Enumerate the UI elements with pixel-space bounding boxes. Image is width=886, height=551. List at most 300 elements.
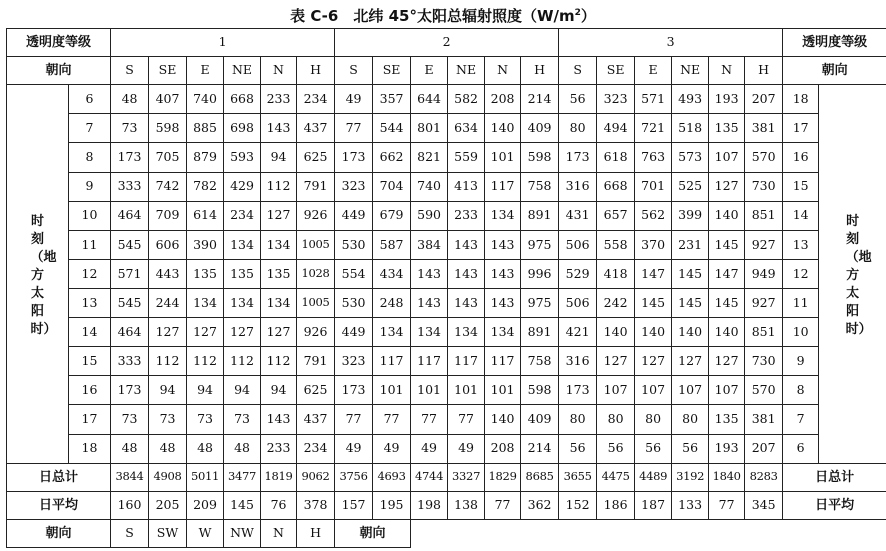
table-row: [7, 259, 886, 288]
title-text: 表 C-6 北纬 45°太阳总辐射照度（W/m: [290, 7, 575, 25]
value-cell: 127: [635, 347, 672, 376]
value-cell: 173: [559, 376, 597, 405]
orientation-header: S: [559, 57, 597, 85]
daily-average-row-cell: 362: [521, 491, 559, 519]
value-cell: 518: [672, 114, 709, 143]
value-cell: 494: [597, 114, 635, 143]
hour-left-cell: 14: [69, 318, 111, 347]
value-cell: 134: [448, 318, 485, 347]
value-cell: 73: [111, 405, 149, 434]
daily-total-row-cell: 8283: [745, 463, 783, 491]
orientation-bottom-row-cell: S: [111, 519, 149, 547]
value-cell: 49: [448, 434, 485, 463]
value-cell: 384: [411, 230, 448, 259]
radiation-table-container: [6, 28, 884, 548]
daily-average-row-cell: 209: [187, 491, 224, 519]
orientation-bottom-row-cell: NW: [224, 519, 261, 547]
value-cell: 570: [745, 376, 783, 405]
daily-total-row-cell: 8685: [521, 463, 559, 491]
value-cell: 80: [559, 114, 597, 143]
hour-right-cell: 16: [783, 143, 819, 172]
value-cell: 571: [635, 85, 672, 114]
value-cell: 143: [485, 259, 521, 288]
daily-total-row-cell: 4489: [635, 463, 672, 491]
orientation-label-left: 朝向: [7, 57, 111, 85]
orientation-header: H: [297, 57, 335, 85]
value-cell: 107: [709, 376, 745, 405]
value-cell: 56: [559, 434, 597, 463]
orientation-header: N: [261, 57, 297, 85]
value-cell: 134: [411, 318, 448, 347]
value-cell: 145: [709, 230, 745, 259]
value-cell: 140: [597, 318, 635, 347]
daily-total-row-cell: 1819: [261, 463, 297, 491]
time-label-left: [7, 85, 69, 463]
value-cell: 94: [149, 376, 187, 405]
orientation-header: E: [411, 57, 448, 85]
value-cell: 48: [149, 434, 187, 463]
value-cell: 891: [521, 318, 559, 347]
value-cell: 107: [672, 376, 709, 405]
daily-average-row-label-left: 日平均: [7, 491, 111, 519]
level-2-header: 2: [335, 29, 559, 57]
value-cell: 145: [672, 259, 709, 288]
value-cell: 77: [448, 405, 485, 434]
value-cell: 56: [635, 434, 672, 463]
value-cell: 56: [597, 434, 635, 463]
value-cell: 94: [261, 143, 297, 172]
time-label-right-text: 时刻（地方太阳时）: [845, 213, 872, 337]
table-row: [7, 201, 886, 230]
hour-left-cell: 18: [69, 434, 111, 463]
value-cell: 668: [597, 172, 635, 201]
daily-total-row-label-left: 日总计: [7, 463, 111, 491]
value-cell: 94: [261, 376, 297, 405]
value-cell: 117: [485, 347, 521, 376]
orientation-header: E: [187, 57, 224, 85]
orientation-header: E: [635, 57, 672, 85]
value-cell: 493: [672, 85, 709, 114]
daily-total-row-cell: 9062: [297, 463, 335, 491]
daily-total-row-cell: 3192: [672, 463, 709, 491]
value-cell: 49: [335, 85, 373, 114]
hour-left-cell: 10: [69, 201, 111, 230]
value-cell: 173: [335, 376, 373, 405]
time-label-left-text: 时刻（地方太阳时）: [30, 213, 57, 337]
value-cell: 530: [335, 230, 373, 259]
orientation-header: SE: [149, 57, 187, 85]
value-cell: 644: [411, 85, 448, 114]
value-cell: 625: [297, 143, 335, 172]
value-cell: 598: [521, 143, 559, 172]
value-cell: 449: [335, 201, 373, 230]
value-cell: 464: [111, 318, 149, 347]
table-row: [7, 288, 886, 317]
value-cell: 134: [485, 318, 521, 347]
value-cell: 49: [373, 434, 411, 463]
value-cell: 135: [187, 259, 224, 288]
hour-right-cell: 6: [783, 434, 819, 463]
value-cell: 554: [335, 259, 373, 288]
orientation-header: S: [111, 57, 149, 85]
orientation-header: NE: [448, 57, 485, 85]
value-cell: 698: [224, 114, 261, 143]
value-cell: 233: [261, 434, 297, 463]
value-cell: 73: [224, 405, 261, 434]
daily-average-row-cell: 345: [745, 491, 783, 519]
value-cell: 147: [635, 259, 672, 288]
value-cell: 381: [745, 114, 783, 143]
value-cell: 101: [485, 376, 521, 405]
value-cell: 77: [373, 405, 411, 434]
value-cell: 193: [709, 434, 745, 463]
value-cell: 851: [745, 201, 783, 230]
daily-total-row-cell: 5011: [187, 463, 224, 491]
value-cell: 173: [111, 143, 149, 172]
hour-left-cell: 6: [69, 85, 111, 114]
daily-average-row-cell: 76: [261, 491, 297, 519]
value-cell: 127: [672, 347, 709, 376]
value-cell: 758: [521, 347, 559, 376]
hour-right-cell: 14: [783, 201, 819, 230]
header-row-orientations: [7, 57, 886, 85]
value-cell: 587: [373, 230, 411, 259]
orientation-header: S: [335, 57, 373, 85]
value-cell: 545: [111, 230, 149, 259]
value-cell: 562: [635, 201, 672, 230]
value-cell: 48: [187, 434, 224, 463]
table-row: [7, 434, 886, 463]
level-1-header: 1: [111, 29, 335, 57]
hour-right-cell: 17: [783, 114, 819, 143]
orientation-bottom-row-cell: SW: [149, 519, 187, 547]
daily-total-row-cell: 3477: [224, 463, 261, 491]
daily-average-row-cell: 186: [597, 491, 635, 519]
table-row: [7, 114, 886, 143]
value-cell: 117: [485, 172, 521, 201]
value-cell: 668: [224, 85, 261, 114]
value-cell: 112: [187, 347, 224, 376]
orientation-header: H: [745, 57, 783, 85]
value-cell: 323: [335, 172, 373, 201]
hour-left-cell: 15: [69, 347, 111, 376]
daily-total-row-cell: 4475: [597, 463, 635, 491]
daily-average-row-cell: 378: [297, 491, 335, 519]
value-cell: 49: [335, 434, 373, 463]
value-cell: 657: [597, 201, 635, 230]
orientation-bottom-row-cell: W: [187, 519, 224, 547]
value-cell: 112: [224, 347, 261, 376]
value-cell: 112: [261, 347, 297, 376]
value-cell: 127: [187, 318, 224, 347]
value-cell: 582: [448, 85, 485, 114]
daily-average-row-cell: 152: [559, 491, 597, 519]
daily-total-row: [7, 463, 886, 491]
daily-average-row-cell: 133: [672, 491, 709, 519]
value-cell: 143: [485, 230, 521, 259]
value-cell: 135: [709, 405, 745, 434]
header-row-levels: [7, 29, 886, 57]
value-cell: 679: [373, 201, 411, 230]
value-cell: 94: [224, 376, 261, 405]
value-cell: 242: [597, 288, 635, 317]
hour-left-cell: 11: [69, 230, 111, 259]
value-cell: 421: [559, 318, 597, 347]
value-cell: 127: [261, 201, 297, 230]
value-cell: 323: [597, 85, 635, 114]
value-cell: 742: [149, 172, 187, 201]
value-cell: 127: [709, 172, 745, 201]
value-cell: 173: [559, 143, 597, 172]
value-cell: 173: [335, 143, 373, 172]
value-cell: 558: [597, 230, 635, 259]
value-cell: 173: [111, 376, 149, 405]
value-cell: 135: [224, 259, 261, 288]
orientation-header: NE: [224, 57, 261, 85]
value-cell: 1005: [297, 230, 335, 259]
table-row: [7, 347, 886, 376]
hour-right-cell: 13: [783, 230, 819, 259]
value-cell: 390: [187, 230, 224, 259]
value-cell: 821: [411, 143, 448, 172]
title-superscript: 2: [574, 8, 581, 18]
orientation-header: N: [709, 57, 745, 85]
value-cell: 701: [635, 172, 672, 201]
value-cell: 80: [672, 405, 709, 434]
value-cell: 571: [111, 259, 149, 288]
value-cell: 112: [149, 347, 187, 376]
value-cell: 143: [261, 405, 297, 434]
value-cell: 801: [411, 114, 448, 143]
value-cell: 134: [485, 201, 521, 230]
value-cell: 112: [261, 172, 297, 201]
radiation-table: [6, 28, 886, 548]
value-cell: 140: [709, 318, 745, 347]
value-cell: 782: [187, 172, 224, 201]
value-cell: 625: [297, 376, 335, 405]
value-cell: 107: [709, 143, 745, 172]
value-cell: 506: [559, 230, 597, 259]
value-cell: 598: [521, 376, 559, 405]
value-cell: 525: [672, 172, 709, 201]
time-label-right: [819, 85, 886, 463]
value-cell: 758: [521, 172, 559, 201]
value-cell: 975: [521, 230, 559, 259]
value-cell: 145: [672, 288, 709, 317]
value-cell: 117: [411, 347, 448, 376]
value-cell: 590: [411, 201, 448, 230]
daily-average-row-cell: 198: [411, 491, 448, 519]
daily-total-row-label-right: 日总计: [783, 463, 886, 491]
value-cell: 143: [411, 288, 448, 317]
daily-average-row-cell: 138: [448, 491, 485, 519]
table-body: [7, 29, 886, 548]
hour-right-cell: 8: [783, 376, 819, 405]
value-cell: 705: [149, 143, 187, 172]
daily-total-row-cell: 3655: [559, 463, 597, 491]
value-cell: 891: [521, 201, 559, 230]
orientation-label-right: 朝向: [783, 57, 886, 85]
value-cell: 927: [745, 288, 783, 317]
value-cell: 614: [187, 201, 224, 230]
value-cell: 140: [672, 318, 709, 347]
table-row: [7, 318, 886, 347]
value-cell: 437: [297, 114, 335, 143]
value-cell: 399: [672, 201, 709, 230]
value-cell: 949: [745, 259, 783, 288]
hour-left-cell: 16: [69, 376, 111, 405]
value-cell: 231: [672, 230, 709, 259]
value-cell: 73: [111, 114, 149, 143]
value-cell: 49: [411, 434, 448, 463]
value-cell: 134: [261, 230, 297, 259]
value-cell: 851: [745, 318, 783, 347]
value-cell: 740: [187, 85, 224, 114]
value-cell: 730: [745, 347, 783, 376]
value-cell: 316: [559, 172, 597, 201]
value-cell: 140: [485, 114, 521, 143]
daily-average-row: [7, 491, 886, 519]
value-cell: 996: [521, 259, 559, 288]
orientation-header: NE: [672, 57, 709, 85]
value-cell: 143: [448, 288, 485, 317]
value-cell: 530: [335, 288, 373, 317]
daily-average-row-cell: 77: [709, 491, 745, 519]
value-cell: 418: [597, 259, 635, 288]
daily-average-row-label-right: 日平均: [783, 491, 886, 519]
value-cell: 593: [224, 143, 261, 172]
value-cell: 48: [111, 434, 149, 463]
value-cell: 101: [448, 376, 485, 405]
value-cell: 545: [111, 288, 149, 317]
value-cell: 704: [373, 172, 411, 201]
value-cell: 316: [559, 347, 597, 376]
hour-right-cell: 15: [783, 172, 819, 201]
transparency-label-left: 透明度等级: [7, 29, 111, 57]
daily-average-row-cell: 157: [335, 491, 373, 519]
daily-total-row-cell: 3327: [448, 463, 485, 491]
hour-right-cell: 9: [783, 347, 819, 376]
orientation-bottom-row-cell: H: [297, 519, 335, 547]
hour-right-cell: 12: [783, 259, 819, 288]
value-cell: 233: [261, 85, 297, 114]
hour-right-cell: 10: [783, 318, 819, 347]
value-cell: 709: [149, 201, 187, 230]
value-cell: 634: [448, 114, 485, 143]
table-row: [7, 230, 886, 259]
value-cell: 73: [187, 405, 224, 434]
value-cell: 407: [149, 85, 187, 114]
value-cell: 975: [521, 288, 559, 317]
value-cell: 127: [149, 318, 187, 347]
value-cell: 208: [485, 85, 521, 114]
hour-right-cell: 18: [783, 85, 819, 114]
orientation-header: H: [521, 57, 559, 85]
orientation-bottom-row: [7, 519, 886, 547]
transparency-label-right: 透明度等级: [783, 29, 886, 57]
value-cell: 117: [373, 347, 411, 376]
value-cell: 529: [559, 259, 597, 288]
value-cell: 879: [187, 143, 224, 172]
value-cell: 573: [672, 143, 709, 172]
value-cell: 791: [297, 172, 335, 201]
value-cell: 606: [149, 230, 187, 259]
daily-average-row-cell: 77: [485, 491, 521, 519]
value-cell: 740: [411, 172, 448, 201]
orientation-header: SE: [373, 57, 411, 85]
table-row: [7, 376, 886, 405]
value-cell: 208: [485, 434, 521, 463]
value-cell: 145: [709, 288, 745, 317]
value-cell: 244: [149, 288, 187, 317]
value-cell: 193: [709, 85, 745, 114]
orientation-bottom-row-cell: N: [261, 519, 297, 547]
value-cell: 233: [448, 201, 485, 230]
value-cell: 234: [297, 434, 335, 463]
value-cell: 791: [297, 347, 335, 376]
table-row: [7, 172, 886, 201]
value-cell: 56: [672, 434, 709, 463]
table-row: [7, 143, 886, 172]
orientation-header: SE: [597, 57, 635, 85]
value-cell: 618: [597, 143, 635, 172]
value-cell: 80: [635, 405, 672, 434]
value-cell: 135: [261, 259, 297, 288]
value-cell: 143: [448, 230, 485, 259]
hour-right-cell: 11: [783, 288, 819, 317]
value-cell: 48: [224, 434, 261, 463]
value-cell: 333: [111, 172, 149, 201]
value-cell: 234: [224, 201, 261, 230]
value-cell: 927: [745, 230, 783, 259]
value-cell: 107: [635, 376, 672, 405]
value-cell: 434: [373, 259, 411, 288]
value-cell: 234: [297, 85, 335, 114]
value-cell: 127: [224, 318, 261, 347]
daily-total-row-cell: 4693: [373, 463, 411, 491]
value-cell: 145: [635, 288, 672, 317]
daily-average-row-cell: 145: [224, 491, 261, 519]
value-cell: 370: [635, 230, 672, 259]
value-cell: 544: [373, 114, 411, 143]
value-cell: 143: [411, 259, 448, 288]
value-cell: 333: [111, 347, 149, 376]
value-cell: 926: [297, 318, 335, 347]
value-cell: 143: [448, 259, 485, 288]
value-cell: 559: [448, 143, 485, 172]
value-cell: 449: [335, 318, 373, 347]
value-cell: 207: [745, 434, 783, 463]
value-cell: 134: [187, 288, 224, 317]
value-cell: 117: [448, 347, 485, 376]
hour-left-cell: 8: [69, 143, 111, 172]
value-cell: 214: [521, 434, 559, 463]
value-cell: 127: [597, 347, 635, 376]
value-cell: 1028: [297, 259, 335, 288]
value-cell: 207: [745, 85, 783, 114]
value-cell: 214: [521, 85, 559, 114]
value-cell: 140: [485, 405, 521, 434]
daily-total-row-cell: 3844: [111, 463, 149, 491]
value-cell: 381: [745, 405, 783, 434]
value-cell: 134: [224, 230, 261, 259]
level-3-header: 3: [559, 29, 783, 57]
value-cell: 94: [187, 376, 224, 405]
hour-left-cell: 7: [69, 114, 111, 143]
orientation-bottom-row-label-left: 朝向: [7, 519, 111, 547]
value-cell: 77: [335, 114, 373, 143]
hour-right-cell: 7: [783, 405, 819, 434]
